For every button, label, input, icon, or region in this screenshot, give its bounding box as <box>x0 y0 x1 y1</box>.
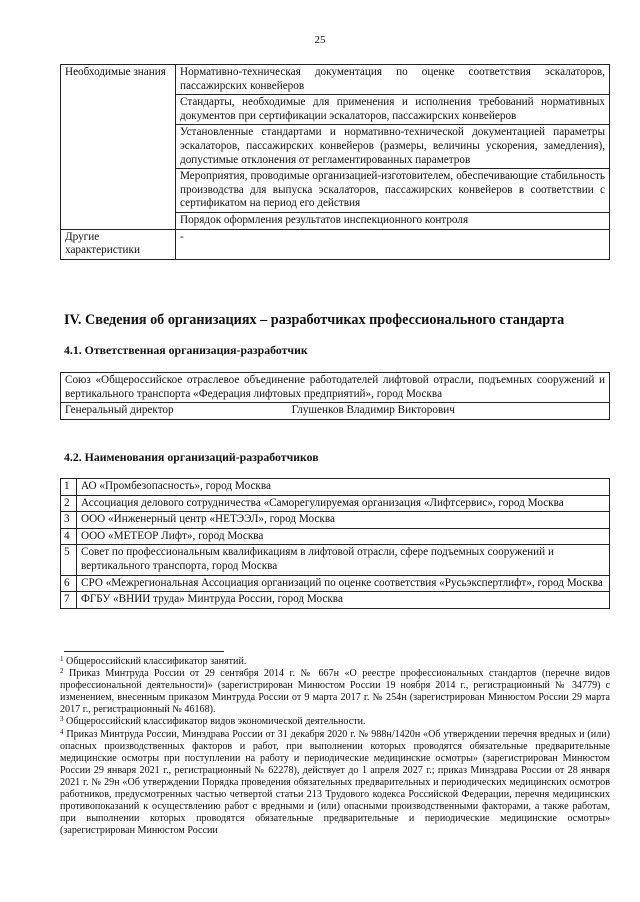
developer-name: ООО «МЕТЕОР Лифт», город Москва <box>77 528 610 545</box>
other-characteristics-table <box>60 64 610 260</box>
table-row <box>61 65 610 95</box>
knowledge-item: Нормативно-техническая документация по оценке соответствия эскалаторов, пассажирских конвейеров <box>176 65 610 95</box>
footnote-text: Общероссийский классификатор видов экономической деятельности. <box>66 716 366 728</box>
knowledge-item: Порядок оформления результатов инспекционного контроля <box>176 212 610 229</box>
section-title: IV. Сведения об организациях – разработчиках профессионального стандарта <box>64 312 565 328</box>
page-number: 25 <box>314 34 326 46</box>
required-knowledge-label: Необходимые знания <box>61 65 176 230</box>
footnote <box>60 656 610 668</box>
developers-table <box>60 478 610 609</box>
table-row <box>61 545 610 575</box>
row-number: 3 <box>61 512 77 529</box>
footnote-text: Общероссийский классификатор занятий. <box>66 656 247 667</box>
table-row <box>61 592 610 609</box>
responsible-org-heading: 4.1. Ответственная организация-разработчик <box>64 343 308 357</box>
footnotes <box>60 656 610 837</box>
footnote <box>60 716 610 728</box>
developer-name: ООО «Инженерный центр «НЕТЭЭЛ», город Москва <box>77 512 610 529</box>
footnote-mark: 2 <box>60 667 64 676</box>
row-number: 6 <box>61 575 77 592</box>
responsible-org-name: Союз «Общероссийское отраслевое объединение работодателей лифтовой отрасли, подъемных сооружений и вертикального транспорта «Федерация лифтовых предприятий», город Москва <box>61 373 610 403</box>
footnote <box>60 729 610 838</box>
footnote <box>60 668 610 716</box>
row-number: 7 <box>61 592 77 609</box>
row-number: 5 <box>61 545 77 575</box>
table-row <box>61 403 610 420</box>
knowledge-item: Установленные стандартами и нормативно-технической документацией параметры эскалаторов, пассажирских конвейеров (размеры, величины ускорения, замедления), допустимые отклонения от регламентированных параметров <box>176 125 610 169</box>
table-row <box>61 373 610 403</box>
developer-name: АО «Промбезопасность», город Москва <box>77 479 610 496</box>
table-row <box>61 575 610 592</box>
row-number: 2 <box>61 495 77 512</box>
developer-name: Ассоциация делового сотрудничества «Саморегулируемая организация «Лифтсервис», город Москва <box>77 495 610 512</box>
table-row <box>61 528 610 545</box>
responsible-org-table <box>60 372 610 420</box>
other-characteristics-value: - <box>176 229 610 259</box>
footnote-divider <box>64 651 224 652</box>
footnote-mark: 3 <box>60 715 64 724</box>
table-row <box>61 512 610 529</box>
table-row <box>61 479 610 496</box>
knowledge-item: Стандарты, необходимые для применения и исполнения требований нормативных документов при сертификации эскалаторов, пассажирских конвейеров <box>176 95 610 125</box>
table-row <box>61 229 610 259</box>
row-number: 1 <box>61 479 77 496</box>
director-row <box>61 403 610 420</box>
developer-name: СРО «Межрегиональная Ассоциация организаций по оценке соответствия «Русьэкспертлифт», город Москва <box>77 575 610 592</box>
table-row <box>61 495 610 512</box>
director-name: Глушенков Владимир Викторович <box>291 404 455 417</box>
footnote-mark: 4 <box>60 727 64 736</box>
developers-heading: 4.2. Наименования организаций-разработчиков <box>64 450 319 464</box>
developer-name: ФГБУ «ВНИИ труда» Минтруда России, город Москва <box>77 592 610 609</box>
footnote-text: Приказ Минтруда России, Минздрава России от 31 декабря 2020 г. № 988н/1420н «Об утверждении перечня вредных и (или) опасных производственных факторов и работ, при выполнении которых проводятся обязательные предварительные медицинские осмотры при поступлении на работу и периодические медицинские осмотры» (зарегистрирован Минюстом России 29 января 2021 г., регистрационный № 62278), действует до 1 апреля 2027 г.; приказ Минздрава России от 28 января 2021 г. № 29н «Об утверждении Порядка проведения обязательных предварительных и периодических медицинских осмотров работников, предусмотренных частью четвертой статьи 213 Трудового кодекса Российской Федерации, перечня медицинских противопоказаний к осуществлению работ с вредными и (или) опасными производственными факторами, а также работам, при выполнении которых проводятся обязательные предварительные и периодические медицинские осмотры» (зарегистрирован Минюстом России <box>60 728 610 837</box>
knowledge-item: Мероприятия, проводимые организацией-изготовителем, обеспечивающие стабильность производства для выпуска эскалаторов, пассажирских конвейеров в соответствии с сертификатом на период его действия <box>176 169 610 213</box>
other-characteristics-label: Другие характеристики <box>61 229 176 259</box>
row-number: 4 <box>61 528 77 545</box>
footnote-mark: 1 <box>60 655 64 663</box>
developer-name: Совет по профессиональным квалификациям в лифтовой отрасли, сфере подъемных сооружений и вертикального транспорта, город Москва <box>77 545 610 575</box>
footnote-text: Приказ Минтруда России от 29 сентября 2014 г. № 667н «О реестре профессиональных стандартов (перечне видов профессиональной деятельности)» (зарегистрирован Минюстом России 19 ноября 2014 г., регистрационный № 34779) с изменением, внесенным приказом Минтруда России от 9 марта 2017 г. № 254н (зарегистрирован Минюстом России 29 марта 2017 г., регистрационный № 46168). <box>60 668 610 716</box>
director-position: Генеральный директор <box>65 404 174 417</box>
